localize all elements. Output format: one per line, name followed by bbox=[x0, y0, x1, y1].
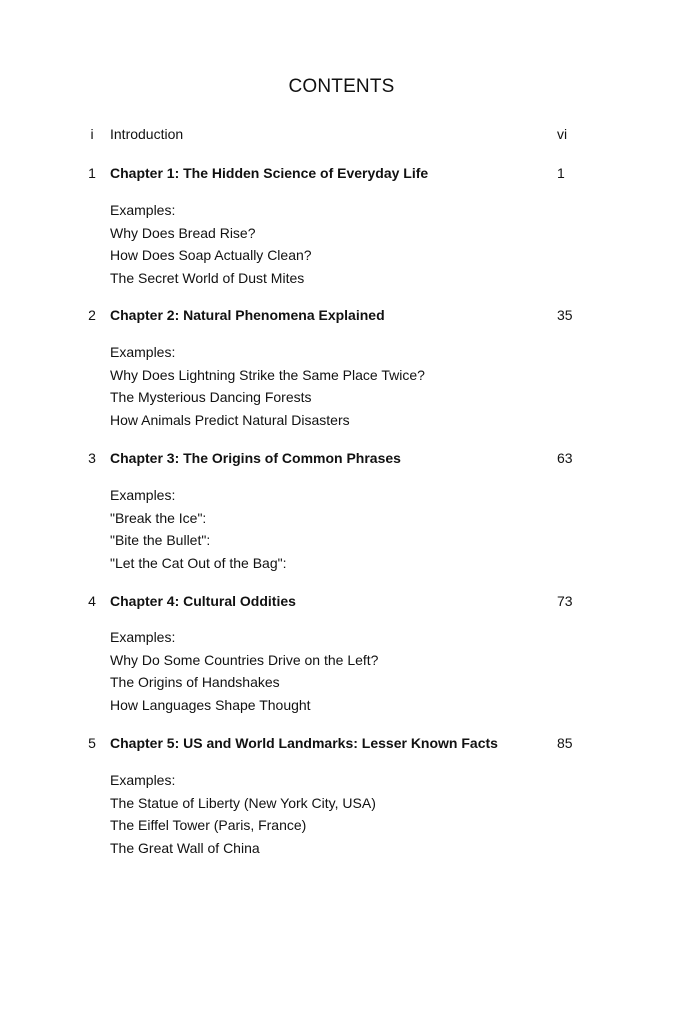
entry-number: 1 bbox=[88, 165, 96, 181]
example-item: Why Does Lightning Strike the Same Place Twice? bbox=[110, 366, 425, 383]
entry-page-number: 63 bbox=[557, 450, 573, 466]
chapter-title: Chapter 5: US and World Landmarks: Lesser Known Facts bbox=[110, 735, 498, 751]
chapter-title: Chapter 1: The Hidden Science of Everyday Life bbox=[110, 165, 429, 181]
example-item: How Animals Predict Natural Disasters bbox=[110, 411, 350, 428]
entry-number: 4 bbox=[88, 593, 96, 609]
examples-heading: Examples: bbox=[110, 487, 176, 503]
examples-heading: Examples: bbox=[110, 629, 176, 645]
page-title: CONTENTS bbox=[288, 76, 395, 97]
chapter-title: Chapter 3: The Origins of Common Phrases bbox=[110, 450, 401, 466]
entry-number: 5 bbox=[88, 735, 96, 751]
example-item: How Does Soap Actually Clean? bbox=[110, 247, 312, 263]
example-item: The Mysterious Dancing Forests bbox=[110, 389, 312, 405]
entry-page-number: 73 bbox=[557, 593, 573, 609]
example-item: Why Does Bread Rise? bbox=[110, 224, 256, 241]
entry-number: 2 bbox=[88, 307, 96, 323]
entry-number: i bbox=[90, 126, 94, 142]
entry-page-number: 1 bbox=[557, 165, 565, 181]
chapter-3-examples bbox=[110, 484, 287, 574]
example-item: "Bite the Bullet": bbox=[110, 532, 211, 548]
example-item: The Secret World of Dust Mites bbox=[110, 269, 305, 286]
example-item: The Great Wall of China bbox=[110, 839, 260, 856]
entry-label: Introduction bbox=[110, 126, 184, 142]
chapter-title: Chapter 2: Natural Phenomena Explained bbox=[110, 307, 385, 323]
example-item: The Eiffel Tower (Paris, France) bbox=[110, 817, 307, 833]
example-item: The Statue of Liberty (New York City, USA) bbox=[110, 794, 376, 811]
chapter-title: Chapter 4: Cultural Oddities bbox=[110, 593, 296, 609]
example-item: Why Do Some Countries Drive on the Left? bbox=[110, 651, 379, 668]
example-item: "Break the Ice": bbox=[110, 509, 207, 526]
entry-number: 3 bbox=[88, 450, 96, 466]
example-item: The Origins of Handshakes bbox=[110, 674, 280, 690]
entry-page-number: 85 bbox=[557, 735, 573, 751]
example-item: How Languages Shape Thought bbox=[110, 696, 311, 713]
chapter-4-examples bbox=[110, 626, 378, 716]
examples-heading: Examples: bbox=[110, 202, 176, 218]
examples-heading: Examples: bbox=[110, 772, 176, 788]
entry-page-number: 35 bbox=[557, 307, 573, 323]
entry-page-number: vi bbox=[557, 126, 568, 142]
example-item: "Let the Cat Out of the Bag": bbox=[110, 554, 287, 571]
chapter-5-examples bbox=[110, 769, 376, 859]
examples-heading: Examples: bbox=[110, 344, 176, 360]
chapter-2-examples bbox=[110, 341, 425, 431]
chapter-1-examples bbox=[110, 199, 312, 289]
